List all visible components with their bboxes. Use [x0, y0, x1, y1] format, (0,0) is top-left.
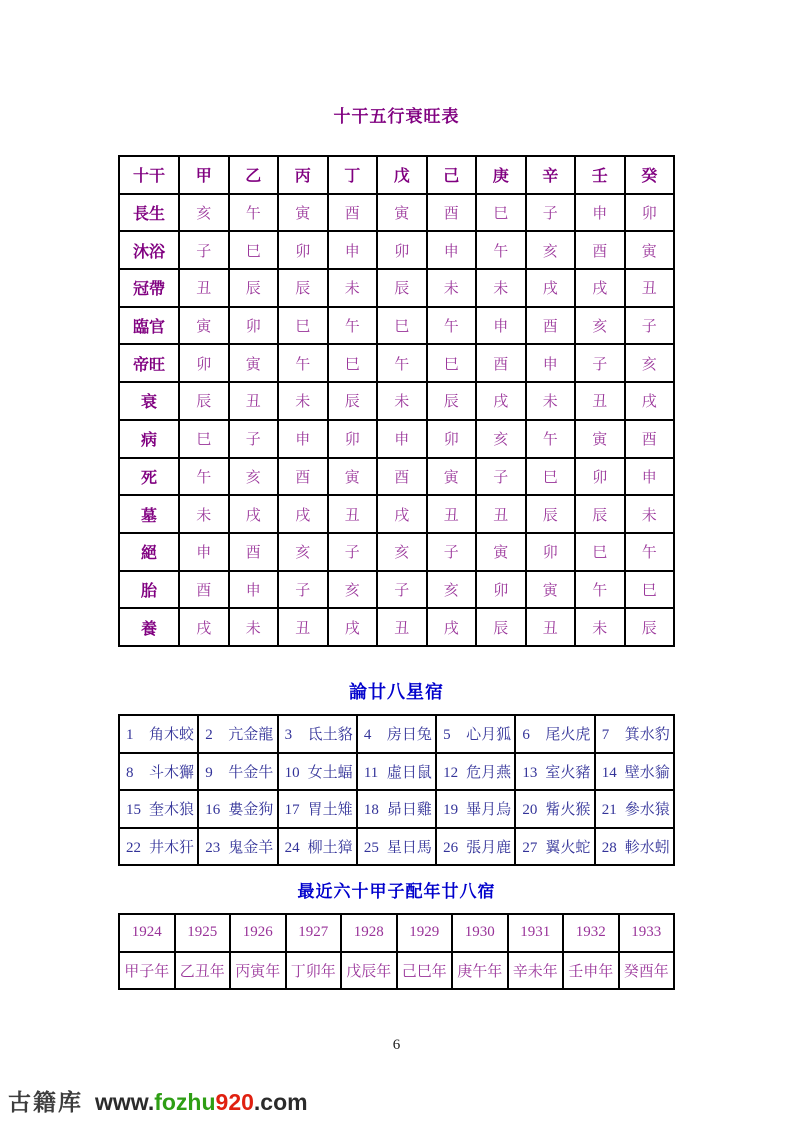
table1-stage-label: 衰 — [119, 382, 179, 420]
table1-branch-cell: 申 — [377, 420, 427, 458]
mansion-name: 畢月烏 — [466, 802, 512, 819]
table1-branch-cell: 亥 — [476, 420, 526, 458]
table1-branch-cell: 戌 — [526, 269, 576, 307]
ganzhi-cell: 辛未年 — [508, 952, 564, 990]
table1-branch-cell: 酉 — [377, 458, 427, 496]
mansion-cell — [515, 828, 594, 866]
table1-branch-cell: 辰 — [575, 495, 625, 533]
table1-branch-cell: 巳 — [229, 231, 279, 269]
ganzhi-cell: 壬申年 — [563, 952, 619, 990]
table1-stage-label: 死 — [119, 458, 179, 496]
table1-branch-cell: 巳 — [179, 420, 229, 458]
table1-row — [119, 194, 674, 232]
mansion-cell — [198, 828, 277, 866]
table1-branch-cell: 午 — [575, 571, 625, 609]
table1-branch-cell: 亥 — [328, 571, 378, 609]
mansion-number: 28 — [601, 840, 617, 857]
table1-branch-cell: 戌 — [575, 269, 625, 307]
table1-stage-label: 沐浴 — [119, 231, 179, 269]
year-cell: 1927 — [286, 914, 342, 952]
table1-branch-cell: 申 — [575, 194, 625, 232]
year-cell: 1930 — [452, 914, 508, 952]
table1-branch-cell: 酉 — [476, 344, 526, 382]
table1-branch-cell: 卯 — [427, 420, 477, 458]
table1-branch-cell: 丑 — [229, 382, 279, 420]
watermark-url-com: .com — [253, 1089, 308, 1115]
table1-row — [119, 269, 674, 307]
table1-branch-cell: 亥 — [575, 307, 625, 345]
ganzhi-cell: 丁卯年 — [286, 952, 342, 990]
table1-stem-header: 甲 — [179, 156, 229, 194]
table1-stem-header: 己 — [427, 156, 477, 194]
mansion-cell — [436, 753, 515, 791]
table1-branch-cell: 午 — [526, 420, 576, 458]
mansion-name: 亢金龍 — [228, 727, 274, 744]
mansion-number: 11 — [363, 764, 379, 781]
year-cell: 1933 — [619, 914, 675, 952]
ganzhi-cell: 己巳年 — [397, 952, 453, 990]
year-cell: 1929 — [397, 914, 453, 952]
table1-stem-header: 丙 — [278, 156, 328, 194]
ganzhi-row — [119, 952, 674, 990]
table1-branch-cell: 子 — [476, 458, 526, 496]
table1-branch-cell: 亥 — [229, 458, 279, 496]
mansion-number: 19 — [443, 802, 459, 819]
mansion-number: 10 — [284, 764, 300, 781]
table1-branch-cell: 辰 — [526, 495, 576, 533]
table1-branch-cell: 申 — [625, 458, 675, 496]
year-cell: 1924 — [119, 914, 175, 952]
table1-branch-cell: 午 — [179, 458, 229, 496]
watermark-url-920: 920 — [215, 1089, 254, 1115]
mansion-cell — [119, 753, 198, 791]
mansion-cell — [119, 790, 198, 828]
table1-branch-cell: 未 — [575, 608, 625, 646]
table1-branch-cell: 戌 — [427, 608, 477, 646]
table1-branch-cell: 申 — [526, 344, 576, 382]
mansion-number: 21 — [601, 802, 617, 819]
mansion-number: 13 — [522, 764, 538, 781]
year-cell: 1926 — [230, 914, 286, 952]
table1-branch-cell: 午 — [476, 231, 526, 269]
mansions-row — [119, 715, 674, 753]
mansion-number: 27 — [522, 840, 538, 857]
table1-branch-cell: 卯 — [476, 571, 526, 609]
mansion-cell — [436, 828, 515, 866]
mansion-name: 鬼金羊 — [228, 840, 274, 857]
watermark-url-fozhu: fozhu — [154, 1089, 216, 1115]
table1-branch-cell: 酉 — [229, 533, 279, 571]
mansion-name: 女土蝠 — [307, 764, 353, 781]
ganzhi-cell: 丙寅年 — [230, 952, 286, 990]
mansion-cell — [595, 790, 674, 828]
ganzhi-cell: 癸酉年 — [619, 952, 675, 990]
table1-branch-cell: 未 — [278, 382, 328, 420]
table1-branch-cell: 子 — [575, 344, 625, 382]
mansion-number: 7 — [601, 727, 610, 744]
mansion-name: 虛日鼠 — [386, 764, 432, 781]
mansion-name: 箕水豹 — [624, 727, 670, 744]
table1-branch-cell: 辰 — [377, 269, 427, 307]
mansion-name: 牛金牛 — [228, 764, 274, 781]
table1-branch-cell: 申 — [427, 231, 477, 269]
table1-branch-cell: 午 — [625, 533, 675, 571]
years-table-title: 最近六十甲子配年廿八宿 — [297, 882, 496, 901]
mansion-name: 觜火猴 — [545, 802, 591, 819]
mansion-cell — [278, 715, 357, 753]
table1-branch-cell: 丑 — [526, 608, 576, 646]
table1-branch-cell: 寅 — [575, 420, 625, 458]
table1-branch-cell: 卯 — [278, 231, 328, 269]
table1-corner-header: 十干 — [119, 156, 179, 194]
table1-stem-header: 庚 — [476, 156, 526, 194]
table1-branch-cell: 未 — [625, 495, 675, 533]
mansion-name: 角木蛟 — [149, 727, 195, 744]
table1-branch-cell: 申 — [179, 533, 229, 571]
table1-branch-cell: 未 — [377, 382, 427, 420]
mansion-cell — [595, 715, 674, 753]
ganzhi-cell: 戊辰年 — [341, 952, 397, 990]
table1-stem-header: 乙 — [229, 156, 279, 194]
table1-branch-cell: 巳 — [278, 307, 328, 345]
table1-row — [119, 533, 674, 571]
ten-stems-table-title: 十干五行衰旺表 — [333, 107, 460, 126]
table1-branch-cell: 亥 — [625, 344, 675, 382]
table1-branch-cell: 酉 — [278, 458, 328, 496]
mansions-row — [119, 753, 674, 791]
table1-branch-cell: 戌 — [179, 608, 229, 646]
mansion-cell — [595, 828, 674, 866]
table1-row — [119, 420, 674, 458]
table1-branch-cell: 子 — [328, 533, 378, 571]
table1-branch-cell: 酉 — [328, 194, 378, 232]
mansion-name: 危月燕 — [466, 764, 512, 781]
table1-branch-cell: 酉 — [575, 231, 625, 269]
table1-branch-cell: 卯 — [377, 231, 427, 269]
table1-branch-cell: 辰 — [625, 608, 675, 646]
mansion-cell — [357, 828, 436, 866]
mansion-name: 軫水蚓 — [624, 840, 670, 857]
table1-branch-cell: 巳 — [427, 344, 477, 382]
table1-branch-cell: 申 — [229, 571, 279, 609]
table1-branch-cell: 卯 — [575, 458, 625, 496]
table1-branch-cell: 寅 — [229, 344, 279, 382]
table1-branch-cell: 寅 — [427, 458, 477, 496]
mansion-name: 房日兔 — [386, 727, 432, 744]
table1-branch-cell: 辰 — [179, 382, 229, 420]
mansion-number: 18 — [363, 802, 379, 819]
year-cell: 1932 — [563, 914, 619, 952]
mansion-cell — [198, 753, 277, 791]
table1-stage-label: 養 — [119, 608, 179, 646]
mansion-name: 氐土貉 — [307, 727, 353, 744]
year-cell: 1925 — [175, 914, 231, 952]
page-number: 6 — [392, 1037, 401, 1053]
mansion-number: 8 — [126, 764, 134, 781]
table1-branch-cell: 丑 — [328, 495, 378, 533]
mansion-cell — [357, 715, 436, 753]
table1-branch-cell: 丑 — [625, 269, 675, 307]
table1-branch-cell: 亥 — [377, 533, 427, 571]
watermark — [8, 1084, 308, 1114]
mansion-number: 6 — [522, 727, 530, 744]
table1-branch-cell: 子 — [278, 571, 328, 609]
mansions-row — [119, 790, 674, 828]
table1-branch-cell: 申 — [476, 307, 526, 345]
table1-branch-cell: 午 — [278, 344, 328, 382]
table1-branch-cell: 丑 — [476, 495, 526, 533]
mansion-name: 胃土雉 — [307, 802, 353, 819]
table1-stage-label: 帝旺 — [119, 344, 179, 382]
mansion-cell — [119, 715, 198, 753]
mansions-table — [118, 714, 675, 866]
watermark-url-www: www. — [95, 1089, 155, 1115]
mansion-number: 14 — [601, 764, 617, 781]
table1-branch-cell: 未 — [328, 269, 378, 307]
table1-branch-cell: 卯 — [526, 533, 576, 571]
table1-branch-cell: 酉 — [625, 420, 675, 458]
table1-row — [119, 458, 674, 496]
table1-branch-cell: 戌 — [476, 382, 526, 420]
mansion-number: 22 — [126, 840, 141, 857]
mansion-number: 25 — [363, 840, 379, 857]
table1-branch-cell: 子 — [229, 420, 279, 458]
mansion-cell — [515, 715, 594, 753]
mansion-cell — [595, 753, 674, 791]
mansion-cell — [119, 828, 198, 866]
watermark-brand: 古籍库 — [8, 1089, 83, 1115]
mansion-number: 23 — [205, 840, 221, 857]
table1-row — [119, 307, 674, 345]
table1-branch-cell: 未 — [526, 382, 576, 420]
table1-branch-cell: 午 — [328, 307, 378, 345]
table1-branch-cell: 申 — [328, 231, 378, 269]
table1-stage-label: 冠帶 — [119, 269, 179, 307]
mansion-number: 4 — [363, 727, 372, 744]
table1-branch-cell: 子 — [526, 194, 576, 232]
mansion-number: 1 — [126, 727, 134, 744]
table1-branch-cell: 巳 — [625, 571, 675, 609]
mansion-number: 12 — [443, 764, 459, 781]
mansion-number: 2 — [205, 727, 213, 744]
table1-branch-cell: 丑 — [427, 495, 477, 533]
mansion-cell — [436, 715, 515, 753]
table1-branch-cell: 寅 — [526, 571, 576, 609]
table1-branch-cell: 戌 — [377, 495, 427, 533]
table1-branch-cell: 卯 — [229, 307, 279, 345]
table1-branch-cell: 未 — [229, 608, 279, 646]
mansion-number: 15 — [126, 802, 141, 819]
table1-branch-cell: 巳 — [476, 194, 526, 232]
table1-branch-cell: 午 — [377, 344, 427, 382]
table1-branch-cell: 午 — [229, 194, 279, 232]
table1-branch-cell: 巳 — [377, 307, 427, 345]
mansion-name: 斗木獬 — [149, 764, 195, 781]
table1-branch-cell: 卯 — [328, 420, 378, 458]
mansion-cell — [278, 790, 357, 828]
table1-branch-cell: 酉 — [526, 307, 576, 345]
table1-row — [119, 571, 674, 609]
table1-branch-cell: 辰 — [476, 608, 526, 646]
ganzhi-cell: 乙丑年 — [175, 952, 231, 990]
mansion-cell — [278, 828, 357, 866]
table1-branch-cell: 辰 — [278, 269, 328, 307]
table1-branch-cell: 寅 — [625, 231, 675, 269]
table1-branch-cell: 未 — [476, 269, 526, 307]
table1-branch-cell: 未 — [427, 269, 477, 307]
mansions-table-title: 論廿八星宿 — [349, 682, 444, 702]
table1-branch-cell: 寅 — [328, 458, 378, 496]
table1-branch-cell: 戌 — [229, 495, 279, 533]
table1-stem-header: 戊 — [377, 156, 427, 194]
mansion-name: 室火豬 — [545, 764, 591, 781]
table1-stem-header: 辛 — [526, 156, 576, 194]
years-table — [118, 913, 675, 990]
year-cell: 1931 — [508, 914, 564, 952]
table1-branch-cell: 戌 — [328, 608, 378, 646]
ten-stems-table — [118, 155, 675, 647]
mansion-number: 5 — [443, 727, 451, 744]
table1-branch-cell: 丑 — [575, 382, 625, 420]
table1-branch-cell: 午 — [427, 307, 477, 345]
mansion-number: 16 — [205, 802, 221, 819]
mansion-number: 26 — [443, 840, 459, 857]
table1-row — [119, 382, 674, 420]
table1-stage-label: 長生 — [119, 194, 179, 232]
table1-row — [119, 231, 674, 269]
table1-branch-cell: 寅 — [179, 307, 229, 345]
years-row — [119, 914, 674, 952]
table1-branch-cell: 亥 — [278, 533, 328, 571]
table1-branch-cell: 酉 — [427, 194, 477, 232]
table1-branch-cell: 戌 — [625, 382, 675, 420]
table1-stage-label: 臨官 — [119, 307, 179, 345]
mansion-name: 心月狐 — [466, 727, 512, 744]
table1-branch-cell: 亥 — [179, 194, 229, 232]
mansion-cell — [515, 753, 594, 791]
table1-branch-cell: 巳 — [526, 458, 576, 496]
mansion-cell — [198, 715, 277, 753]
mansion-cell — [357, 753, 436, 791]
table1-branch-cell: 寅 — [476, 533, 526, 571]
table1-stage-label: 病 — [119, 420, 179, 458]
table1-branch-cell: 子 — [625, 307, 675, 345]
ganzhi-cell: 庚午年 — [452, 952, 508, 990]
mansion-name: 星日馬 — [386, 840, 432, 857]
mansion-name: 壁水貐 — [624, 764, 670, 781]
table1-branch-cell: 辰 — [328, 382, 378, 420]
mansion-cell — [198, 790, 277, 828]
mansion-name: 昴日雞 — [386, 802, 432, 819]
table1-stem-header: 丁 — [328, 156, 378, 194]
table1-branch-cell: 申 — [278, 420, 328, 458]
table1-branch-cell: 寅 — [377, 194, 427, 232]
table1-stage-label: 絕 — [119, 533, 179, 571]
table1-branch-cell: 酉 — [179, 571, 229, 609]
table1-row — [119, 344, 674, 382]
mansions-row — [119, 828, 674, 866]
table1-branch-cell: 戌 — [278, 495, 328, 533]
ganzhi-cell: 甲子年 — [119, 952, 175, 990]
table1-branch-cell: 丑 — [179, 269, 229, 307]
mansion-name: 參水猿 — [624, 802, 670, 819]
mansion-cell — [515, 790, 594, 828]
table1-row — [119, 495, 674, 533]
table1-branch-cell: 未 — [179, 495, 229, 533]
table1-branch-cell: 子 — [377, 571, 427, 609]
table1-branch-cell: 子 — [179, 231, 229, 269]
table1-stage-label: 胎 — [119, 571, 179, 609]
mansion-name: 張月鹿 — [466, 840, 512, 857]
table1-branch-cell: 卯 — [179, 344, 229, 382]
mansion-name: 婁金狗 — [228, 802, 274, 819]
table1-branch-cell: 巳 — [328, 344, 378, 382]
mansion-number: 9 — [205, 764, 213, 781]
table1-branch-cell: 子 — [427, 533, 477, 571]
table1-branch-cell: 丑 — [278, 608, 328, 646]
mansion-number: 3 — [284, 727, 293, 744]
table1-branch-cell: 巳 — [575, 533, 625, 571]
mansion-cell — [357, 790, 436, 828]
mansion-name: 翼火蛇 — [545, 840, 591, 857]
mansion-number: 20 — [522, 802, 538, 819]
table1-branch-cell: 辰 — [427, 382, 477, 420]
table1-branch-cell: 亥 — [526, 231, 576, 269]
mansion-number: 24 — [284, 840, 300, 857]
table1-branch-cell: 亥 — [427, 571, 477, 609]
table1-branch-cell: 卯 — [625, 194, 675, 232]
table1-branch-cell: 丑 — [377, 608, 427, 646]
table1-branch-cell: 辰 — [229, 269, 279, 307]
mansion-cell — [436, 790, 515, 828]
table1-row — [119, 608, 674, 646]
mansion-name: 柳土獐 — [307, 840, 353, 857]
table1-stage-label: 墓 — [119, 495, 179, 533]
mansion-number: 17 — [284, 802, 300, 819]
table1-stem-header: 癸 — [625, 156, 675, 194]
table1-stem-header: 壬 — [575, 156, 625, 194]
mansion-name: 尾火虎 — [545, 727, 591, 744]
mansion-cell — [278, 753, 357, 791]
table1-branch-cell: 寅 — [278, 194, 328, 232]
table1-header-row — [119, 156, 674, 194]
mansion-name: 奎木狼 — [149, 802, 195, 819]
mansion-name: 井木犴 — [149, 840, 195, 857]
year-cell: 1928 — [341, 914, 397, 952]
